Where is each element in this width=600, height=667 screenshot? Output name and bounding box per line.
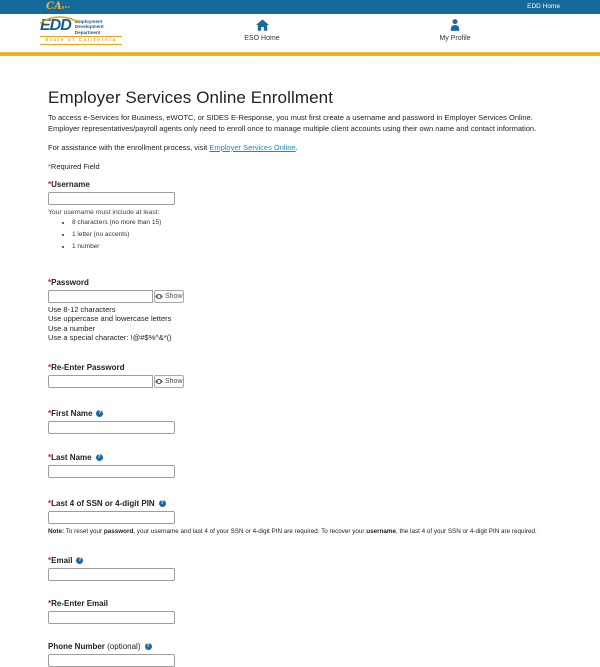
- edd-logo[interactable]: [40, 18, 122, 45]
- phone-help-icon[interactable]: [145, 643, 152, 650]
- edd-logo-tagline: State of California: [40, 36, 122, 45]
- phone-label: [48, 642, 555, 651]
- required-asterisk: *: [48, 363, 52, 373]
- nav-item-eso-home[interactable]: [222, 18, 302, 42]
- required-asterisk: *: [48, 409, 52, 419]
- first-name-input[interactable]: [48, 421, 175, 434]
- required-asterisk: *: [48, 556, 52, 566]
- edd-swoosh-icon: [38, 16, 82, 23]
- username-input[interactable]: [48, 192, 175, 205]
- phone-label-text: Phone Number: [48, 642, 105, 652]
- nav-label-my-profile: My Profile: [439, 35, 471, 42]
- reenter-email-label-text: Re-Enter Email: [51, 599, 109, 609]
- password-field-group: [48, 278, 555, 343]
- password-hint: Use uppercase and lowercase letters: [48, 314, 172, 324]
- required-asterisk: *: [48, 179, 52, 189]
- ssn-pin-help-icon[interactable]: [159, 500, 166, 507]
- reenter-password-label: [48, 363, 555, 372]
- ca-gov-logo-text: CA: [46, 1, 62, 12]
- password-show-button[interactable]: [154, 290, 184, 303]
- edd-logo-line1: Employment: [74, 19, 103, 24]
- show-button-label: Show: [165, 378, 183, 386]
- last-name-input[interactable]: [48, 465, 175, 478]
- username-requirement: • 1 letter (no accents): [72, 231, 555, 239]
- navbar: [0, 14, 600, 52]
- employer-services-online-link[interactable]: Employer Services Online: [209, 142, 296, 152]
- assist-paragraph: [48, 143, 555, 152]
- reenter-password-field-group: [48, 363, 555, 388]
- first-name-help-icon[interactable]: [96, 410, 103, 417]
- main-content: [0, 88, 600, 667]
- reenter-email-label: [48, 599, 555, 608]
- edd-logo-line3: Department: [74, 29, 101, 35]
- note-bold: username: [366, 528, 397, 536]
- required-asterisk: *: [48, 161, 51, 171]
- email-help-icon[interactable]: [76, 557, 83, 564]
- required-asterisk: *: [48, 599, 52, 609]
- phone-input[interactable]: [48, 654, 175, 667]
- show-button-label: Show: [165, 292, 183, 300]
- ssn-pin-input[interactable]: [48, 511, 175, 524]
- last-name-help-icon[interactable]: [96, 454, 103, 461]
- edd-logo-text: EDD: [40, 17, 71, 34]
- last-name-field-group: [48, 453, 555, 478]
- eye-icon: [155, 379, 163, 384]
- intro-paragraph: To access e-Services for Business, eWOTC, or SIDES E-Response, you must first create a username and password in Employer Services Online. Employer representatives/payroll agents only need to enroll once to manage multiple client accounts using their own name and contact information.: [48, 113, 537, 134]
- email-label: [48, 556, 555, 565]
- username-requirement: • 8 characters (no more than 15): [72, 219, 555, 227]
- required-note-text: Required Field: [50, 161, 100, 171]
- note-prefix: Note:: [48, 528, 65, 536]
- username-field-group: [48, 180, 555, 251]
- phone-optional-label: (optional): [107, 642, 141, 652]
- ssn-pin-note: [48, 528, 555, 535]
- email-field-group: [48, 556, 555, 581]
- eye-icon: [155, 294, 163, 299]
- required-asterisk: *: [48, 453, 52, 463]
- assist-prefix: For assistance with the enrollment process, visit: [48, 142, 210, 152]
- assist-suffix: .: [295, 142, 298, 152]
- gold-divider: [0, 52, 600, 56]
- note-seg: , your username and last 4 of your SSN or 4-digit PIN are required. To recover your: [133, 528, 367, 536]
- person-icon: [415, 18, 495, 32]
- password-hints: [48, 305, 555, 343]
- ca-gov-logo[interactable]: [46, 0, 70, 13]
- ssn-pin-field-group: [48, 499, 555, 535]
- note-bold: password: [103, 528, 134, 536]
- note-seg: , the last 4 of your SSN or 4-digit PIN are required.: [396, 528, 537, 536]
- password-input[interactable]: [48, 290, 153, 303]
- first-name-field-group: [48, 409, 555, 434]
- password-hint: Use 8-12 characters: [48, 304, 116, 314]
- reenter-password-show-button[interactable]: [154, 375, 184, 388]
- reenter-password-input[interactable]: [48, 375, 153, 388]
- phone-field-group: [48, 642, 555, 667]
- password-label-text: Password: [51, 277, 89, 287]
- last-name-label-text: Last Name: [51, 453, 92, 463]
- email-input[interactable]: [48, 568, 175, 581]
- home-icon: [222, 18, 302, 32]
- first-name-label: [48, 409, 555, 418]
- ssn-pin-label-text: Last 4 of SSN or 4-digit PIN: [51, 499, 155, 509]
- password-input-group: [48, 290, 183, 303]
- reenter-password-label-text: Re-Enter Password: [51, 363, 125, 373]
- reenter-password-input-group: [48, 375, 183, 388]
- username-hint-title: Your username must include at least:: [48, 208, 160, 216]
- email-label-text: Email: [51, 556, 73, 566]
- reenter-email-field-group: [48, 599, 555, 624]
- ca-gov-logo-sub: gov: [61, 4, 71, 9]
- edd-logo-line2: Development: [74, 24, 104, 30]
- nav-label-eso-home: ESO Home: [244, 35, 280, 42]
- username-requirement: • 1 number: [72, 243, 555, 251]
- username-label: [48, 180, 555, 189]
- password-hint: Use a number: [48, 323, 96, 333]
- note-seg: To reset your: [64, 528, 104, 536]
- required-field-note: [48, 162, 555, 171]
- nav-item-my-profile[interactable]: [415, 18, 495, 42]
- username-requirements-list: [48, 219, 555, 251]
- ssn-pin-label: [48, 499, 555, 508]
- gov-topbar: [0, 0, 600, 14]
- required-asterisk: *: [48, 277, 52, 287]
- password-label: [48, 278, 555, 287]
- first-name-label-text: First Name: [51, 409, 93, 419]
- last-name-label: [48, 453, 555, 462]
- username-label-text: Username: [51, 179, 90, 189]
- reenter-email-input[interactable]: [48, 611, 175, 624]
- required-asterisk: *: [48, 499, 52, 509]
- page-title: Employer Services Online Enrollment: [48, 88, 334, 107]
- edd-home-link[interactable]: EDD Home: [527, 3, 560, 10]
- password-hint: Use a special character: !@#$%^&*(): [48, 333, 172, 343]
